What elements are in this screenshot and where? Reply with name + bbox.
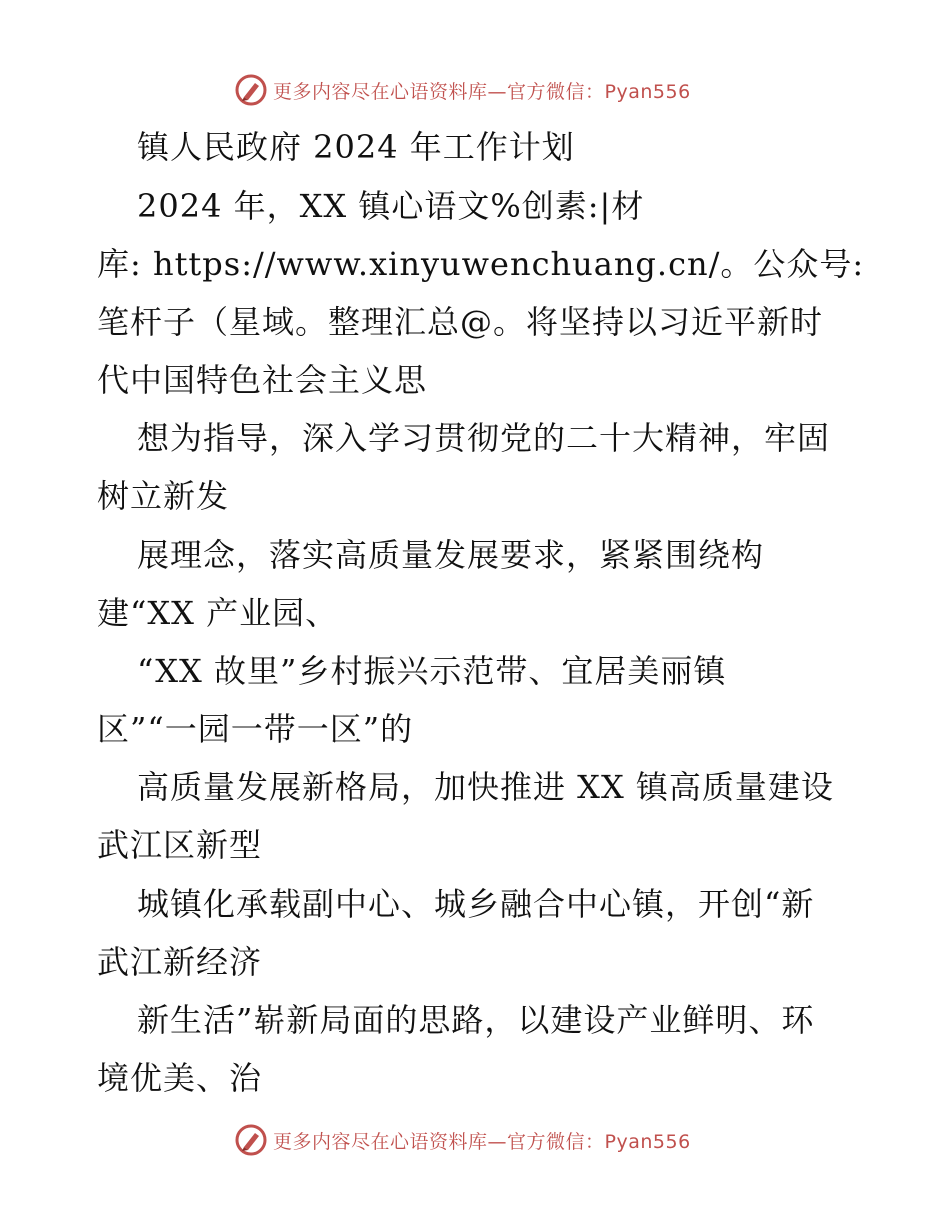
text-line: 城镇化承载副中心、城乡融合中心镇，开创“新 xyxy=(137,885,815,923)
text-line: 代中国特色社会主义思 xyxy=(97,361,428,399)
pen-logo-icon xyxy=(235,74,267,106)
pen-logo-icon xyxy=(235,1124,267,1156)
text-line: 武江区新型 xyxy=(97,826,263,864)
text-line: 树立新发 xyxy=(97,477,230,515)
text-line: 建“XX 产业园、 xyxy=(97,594,339,632)
document-title: 镇人民政府 2024 年工作计划 xyxy=(137,128,575,166)
text-line: 区”“一园一带一区”的 xyxy=(97,710,414,748)
text-line: 境优美、治 xyxy=(97,1059,263,1097)
text-line: 武江新经济 xyxy=(97,943,263,981)
text-line: 库: https://www.xinyuwenchuang.cn/。公众号: xyxy=(97,245,865,283)
text-line: 高质量发展新格局，加快推进 XX 镇高质量建设 xyxy=(137,768,834,806)
text-line: 新生活”崭新局面的思路，以建设产业鲜明、环 xyxy=(137,1001,815,1039)
header-banner xyxy=(235,70,691,110)
banner-text: 更多内容尽在心语资料库—官方微信：Pyan556 xyxy=(273,80,691,103)
text-line: 笔杆子（星域。整理汇总@。将坚持以习近平新时 xyxy=(97,303,824,341)
text-line: 2024 年，XX 镇心语文%创素:|材 xyxy=(137,187,645,225)
text-line: “XX 故里”乡村振兴示范带、宜居美丽镇 xyxy=(137,652,727,690)
text-line: 想为指导，深入学习贯彻党的二十大精神，牢固 xyxy=(137,419,831,457)
text-line: 展理念，落实高质量发展要求，紧紧围绕构 xyxy=(137,536,765,574)
footer-banner xyxy=(235,1120,691,1160)
banner-text: 更多内容尽在心语资料库—官方微信：Pyan556 xyxy=(273,1130,691,1153)
